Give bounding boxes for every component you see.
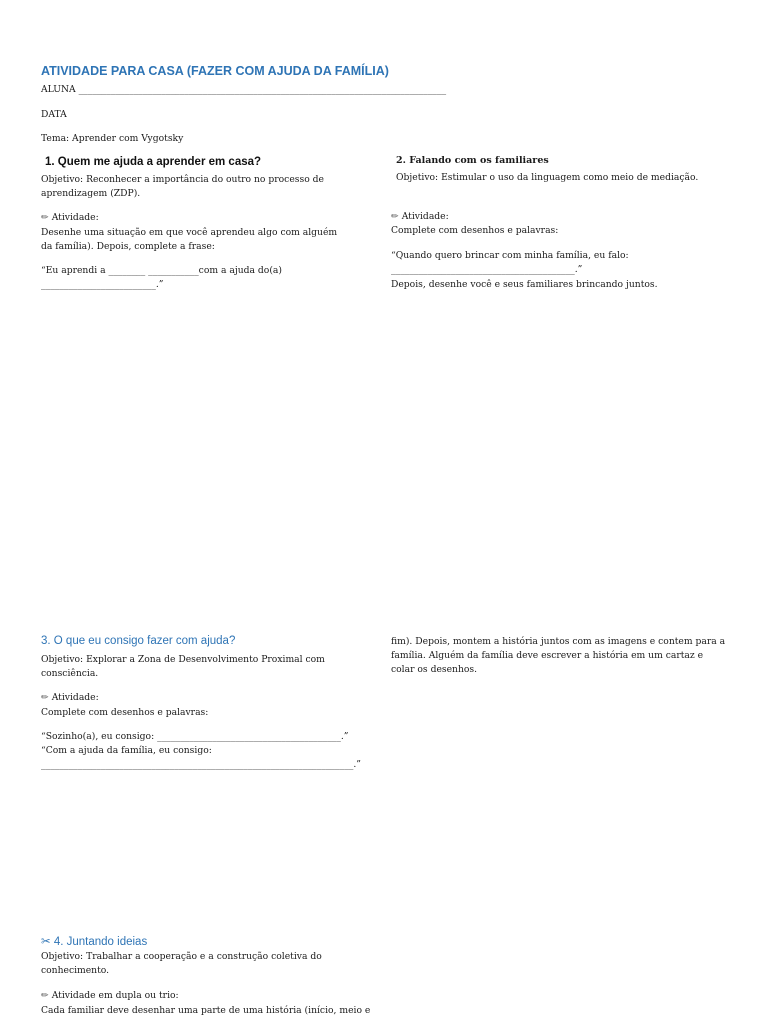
section4-activity (41, 989, 179, 1003)
section2-objective: Objetivo: Estimular o uso da linguagem como meio de mediação. (396, 172, 699, 183)
section1-sentence-line2: _________________________.” (41, 279, 164, 290)
section2-activity-label: Atividade: (401, 211, 449, 222)
date-label: DATA (41, 109, 67, 120)
section2-heading: 2. Falando com os familiares (396, 155, 549, 166)
section1-activity (41, 211, 99, 225)
scissors-icon: ✂ (41, 936, 51, 948)
section4-activity-label: Atividade em dupla ou trio: (51, 990, 179, 1001)
section2-sentence-line2: ________________________________________.” (391, 264, 583, 275)
section3-sentence-line3: ____________________________________________________________________.” (41, 759, 361, 770)
pencil-icon: ✏ (41, 692, 49, 703)
section1-activity-label: Atividade: (51, 212, 99, 223)
section2-draw-instruction: Depois, desenhe você e seus familiares brincando juntos. (391, 279, 658, 290)
section1-objective: Objetivo: Reconhecer a importância do outro no processo de aprendizagem (ZDP). (41, 174, 324, 199)
section4-objective: Objetivo: Trabalhar a cooperação e a construção coletiva do conhecimento. (41, 951, 322, 976)
pencil-icon: ✏ (41, 990, 49, 1001)
section3-activity-label: Atividade: (51, 692, 99, 703)
section3-instruction: Complete com desenhos e palavras: (41, 707, 209, 718)
section4-instruction: Cada familiar deve desenhar uma parte de uma história (início, meio e (41, 1005, 371, 1016)
section3-sentence-line1: “Sozinho(a), eu consigo: ________________________________________.” (41, 731, 349, 742)
pencil-icon: ✏ (391, 211, 399, 222)
pencil-icon: ✏ (41, 212, 49, 223)
section2-activity (391, 210, 449, 224)
section2-instruction: Complete com desenhos e palavras: (391, 225, 559, 236)
section3-sentence-line2: “Com a ajuda da família, eu consigo: (41, 745, 212, 756)
section1-heading: 1. Quem me ajuda a aprender em casa? (45, 156, 262, 168)
section2-sentence-line1: “Quando quero brincar com minha família, eu falo: (391, 250, 629, 261)
section3-objective: Objetivo: Explorar a Zona de Desenvolvimento Proximal com consciência. (41, 654, 325, 679)
section3-activity (41, 691, 99, 705)
student-name-line: ALUNA ________________________________________________________________________________ (41, 84, 447, 95)
section1-instruction: Desenhe uma situação em que você aprendeu algo com alguém da família). Depois, complete a frase: (41, 227, 338, 252)
section4-continued-text: fim). Depois, montem a história juntos com as imagens e contem para a família. Alguém da família deve escrever a história em um cartaz e colar os desenhos. (391, 636, 726, 675)
section1-sentence-line1: “Eu aprendi a ________ ___________com a ajuda do(a) (41, 265, 282, 276)
section4-heading (41, 934, 147, 948)
page-title: ATIVIDADE PARA CASA (FAZER COM AJUDA DA FAMÍLIA) (41, 64, 389, 78)
theme-text: Tema: Aprender com Vygotsky (41, 133, 184, 144)
section4-heading-text: 4. Juntando ideias (53, 936, 148, 948)
section3-heading: 3. O que eu consigo fazer com ajuda? (41, 635, 236, 647)
